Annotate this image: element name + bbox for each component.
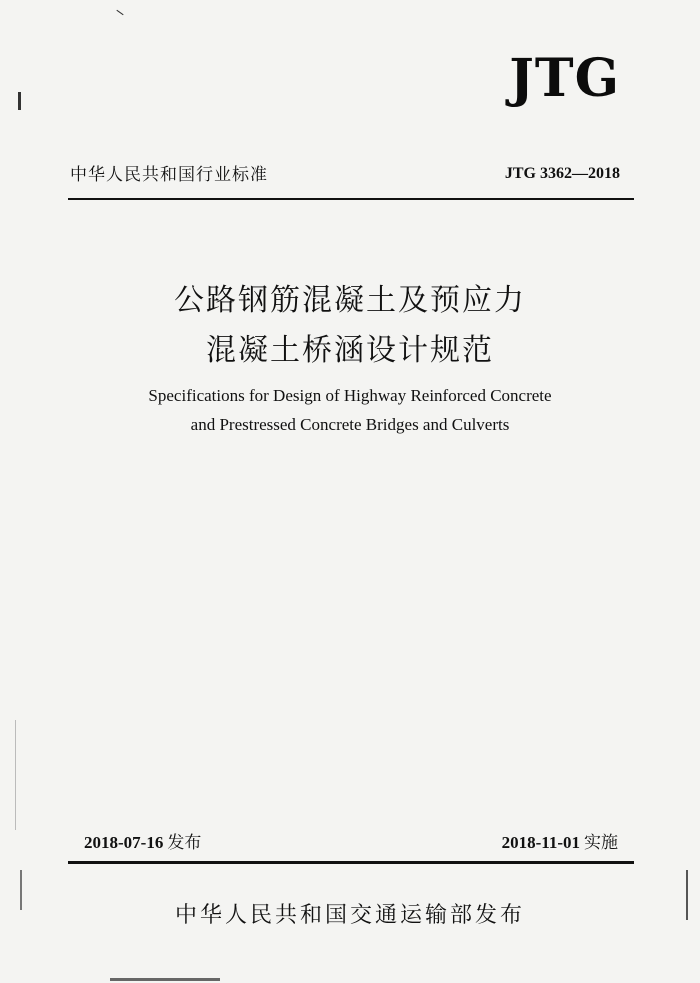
standard-category: 中华人民共和国行业标准 — [70, 165, 268, 185]
title-en-line2: and Prestressed Concrete Bridges and Culverts — [190, 415, 510, 434]
jtg-logo: JTG — [509, 48, 620, 109]
scan-mark — [15, 720, 16, 830]
effective-date — [502, 828, 618, 853]
scan-mark — [18, 92, 21, 110]
title-cn-line1: 公路钢筋混凝土及预应力 — [174, 283, 526, 318]
scan-mark — [686, 870, 688, 920]
scan-mark — [110, 978, 220, 981]
issue-date-label: 发布 — [167, 833, 202, 853]
top-divider — [68, 198, 634, 200]
publisher: 中华人民共和国交通运输部发布 — [174, 903, 525, 928]
bottom-divider — [68, 861, 634, 864]
title-cn-line2: 混凝土桥涵设计规范 — [206, 333, 494, 368]
issue-date — [84, 828, 201, 853]
effective-date-label: 实施 — [584, 833, 618, 853]
scan-mark — [116, 10, 123, 15]
issue-date-value: 2018-07-16 — [84, 833, 164, 852]
effective-date-value: 2018-11-01 — [501, 833, 580, 852]
scan-mark — [20, 870, 22, 910]
title-en-line1: Specifications for Design of Highway Reinforced Concrete — [148, 386, 552, 405]
standard-code: JTG 3362—2018 — [504, 165, 620, 182]
